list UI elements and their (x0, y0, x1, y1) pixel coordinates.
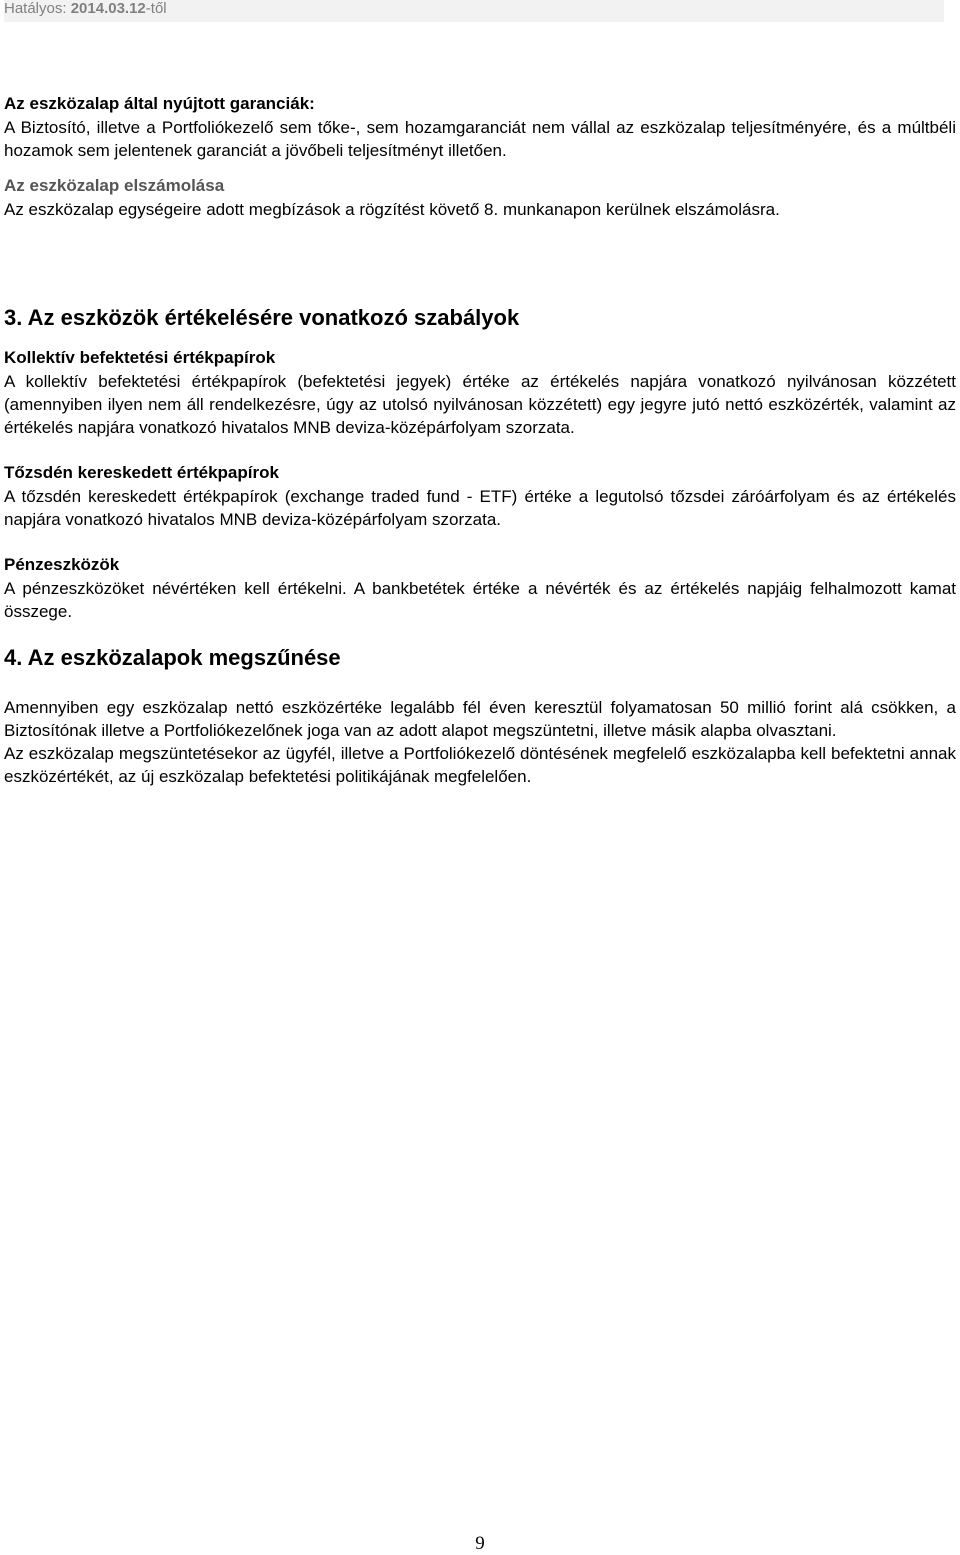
page-header (4, 0, 944, 22)
termination-paragraph-1: Amennyiben egy eszközalap nettó eszközértéke legalább fél éven keresztül folyamatosan 50 millió forint alá csökken, a Biztosítónak illetve a Portfoliókezelőnek joga van az adott alapot megszüntetni, illetve másik alapba olvasztani. (4, 698, 956, 740)
header-suffix: -től (145, 0, 167, 17)
settlement-text: Az eszközalap egységeire adott megbízások a rögzítést követő 8. munkanapon kerülnek elszámolásra. (4, 200, 780, 219)
settlement-title: Az eszközalap elszámolása (4, 176, 225, 195)
cash-assets-title: Pénzeszközök (4, 555, 120, 574)
exchange-traded-text: A tőzsdén kereskedett értékpapírok (exchange traded fund - ETF) értéke a legutolsó tőzsdei záróárfolyam és az értékelés napjára vonatkozó hivatalos MNB deviza-középárfolyam szorzata. (4, 487, 956, 529)
section-4-title: 4. Az eszközalapok megszűnése (4, 645, 341, 670)
exchange-traded-title: Tőzsdén kereskedett értékpapírok (4, 463, 279, 482)
collective-securities-title: Kollektív befektetési értékpapírok (4, 348, 276, 367)
guarantees-text: A Biztosító, illetve a Portfoliókezelő sem tőke-, sem hozamgaranciát nem vállal az eszközalap teljesítményére, és a múltbéli hozamok sem jelentenek garanciát a jövőbeli teljesítményt illetően. (4, 118, 956, 160)
document-body (4, 92, 956, 788)
collective-securities-text: A kollektív befektetési értékpapírok (befektetési jegyek) értéke az értékelés napjára vonatkozó nyilvánosan közzétett (amennyiben ilyen nem áll rendelkezésre, úgy az utolsó nyilvánosan közzétett) egy jegyre jutó nettó eszközérték, valamint az értékelés napjára vonatkozó hivatalos MNB deviza-középárfolyam szorzata. (4, 372, 956, 437)
termination-paragraph-2: Az eszközalap megszüntetésekor az ügyfél, illetve a Portfoliókezelő döntésének megfelelő eszközalapba kell befektetni annak eszközértékét, az új eszközalap befektetési politikájának megfelelően. (4, 744, 956, 786)
header-date: 2014.03.12 (70, 0, 146, 17)
section-3-title: 3. Az eszközök értékelésére vonatkozó szabályok (4, 305, 520, 330)
cash-assets-text: A pénzeszközöket névértéken kell értékelni. A bankbetétek értéke a névérték és az értékelés napjáig felhalmozott kamat összege. (4, 579, 956, 621)
guarantees-title: Az eszközalap által nyújtott garanciák: (4, 94, 315, 113)
page-number: 9 (475, 1533, 485, 1554)
header-prefix: Hatályos: (4, 0, 71, 17)
